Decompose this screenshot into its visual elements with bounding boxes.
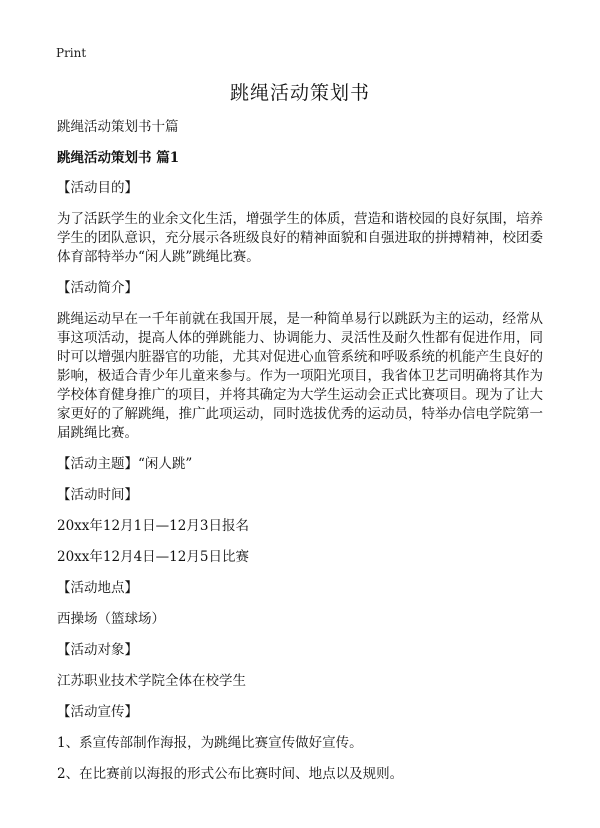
paragraph-line: 学校体育健身推广的项目，并将其确定为大学生运动会正式比赛项目。现为了让大: [57, 387, 543, 403]
chapter-heading: 跳绳活动策划书 篇1: [57, 150, 180, 166]
time-competition: 20xx年12月4日—12月5日比赛: [57, 549, 249, 565]
location-text: 西操场（篮球场）: [57, 611, 165, 627]
section-heading-intro: 【活动简介】: [57, 280, 138, 296]
section-heading-time: 【活动时间】: [57, 487, 138, 503]
section-heading-purpose: 【活动目的】: [57, 180, 138, 196]
print-link[interactable]: Print: [56, 46, 87, 60]
document-body: [57, 118, 549, 796]
target-text: 江苏职业技术学院全体在校学生: [57, 673, 246, 689]
section-heading-promo: 【活动宣传】: [57, 704, 138, 720]
paragraph-line: 跳绳运动早在一千年前就在我国开展，是一种简单易行以跳跃为主的运动，经常从: [57, 311, 543, 327]
document-subtitle: 跳绳活动策划书十篇: [57, 119, 179, 135]
paragraph-line: 事这项活动，提高人体的弹跳能力、协调能力、灵活性及耐久性都有促进作用，同: [57, 330, 543, 346]
paragraph-line: 家更好的了解跳绳，推广此项运动，同时选拔优秀的运动员，特举办信电学院第一: [57, 406, 543, 422]
paragraph-line: 届跳绳比赛。: [57, 425, 138, 441]
paragraph-purpose: [57, 210, 549, 267]
section-heading-theme: 【活动主题】“闲人跳”: [57, 456, 193, 472]
paragraph-line: 时可以增强内脏器官的功能，尤其对促进心血管系统和呼吸系统的机能产生良好的: [57, 349, 543, 365]
time-registration: 20xx年12月1日—12月3日报名: [57, 518, 249, 534]
paragraph-line: 为了活跃学生的业余文化生活，增强学生的体质，营造和谐校园的良好氛围，培养: [57, 211, 543, 227]
promo-item: 1、系宣传部制作海报，为跳绳比赛宣传做好宣传。: [57, 735, 363, 751]
section-heading-target: 【活动对象】: [57, 642, 138, 658]
paragraph-line: 学生的团队意识，充分展示各班级良好的精神面貌和自强进取的拼搏精神，校团委: [57, 230, 543, 246]
section-heading-location: 【活动地点】: [57, 580, 138, 596]
paragraph-line: 影响，极适合青少年儿童来参与。作为一项阳光项目，我省体卫艺司明确将其作为: [57, 368, 543, 384]
paragraph-line: 体育部特举办“闲人跳”跳绳比赛。: [57, 249, 260, 265]
promo-item: 2、在比赛前以海报的形式公布比赛时间、地点以及规则。: [57, 766, 404, 782]
document-title: 跳绳活动策划书: [229, 82, 370, 104]
paragraph-intro: [57, 310, 549, 443]
